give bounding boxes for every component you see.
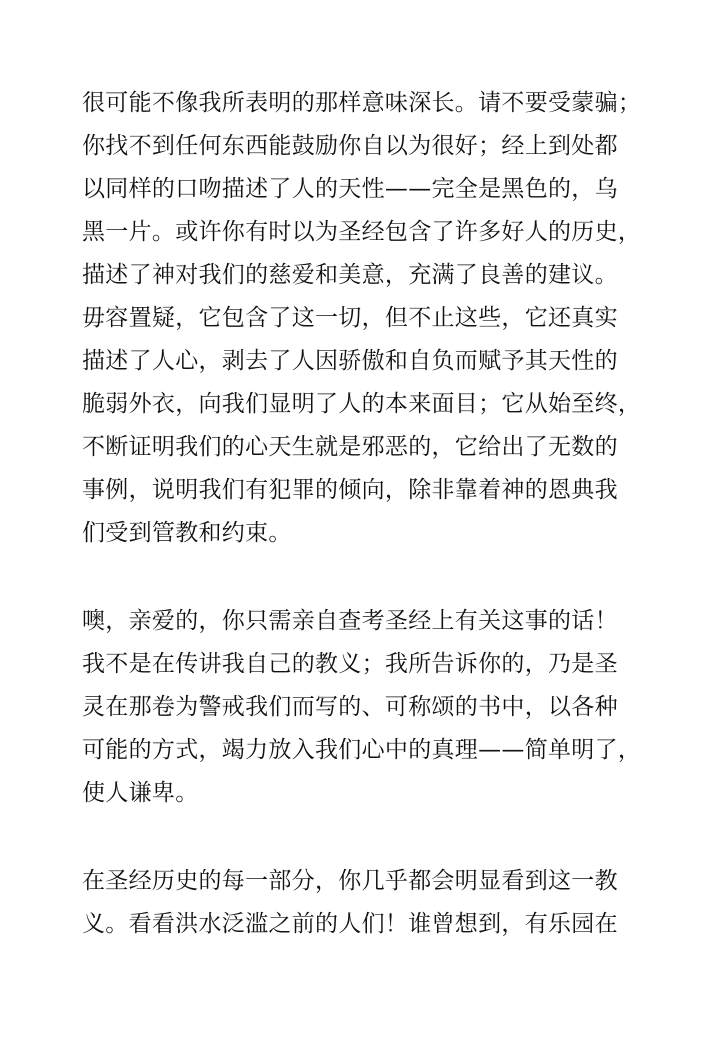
text-line: 在圣经历史的每一部分，你几乎都会明显看到这一教 (82, 868, 618, 894)
text-line: 脆弱外衣，向我们显明了人的本来面目；它从始至终， (82, 391, 642, 417)
text-line: 可能的方式，竭力放入我们心中的真理——简单明了， (82, 737, 642, 763)
text-line: 义。看看洪水泛滥之前的人们！谁曾想到，有乐园在 (82, 911, 618, 937)
text-line: 不断证明我们的心天生就是邪恶的，它给出了无数的 (82, 434, 618, 460)
text-line: 灵在那卷为警戒我们而写的、可称颂的书中，以各种 (82, 694, 618, 720)
text-line: 我不是在传讲我自己的教义；我所告诉你的，乃是圣 (82, 651, 618, 677)
text-line: 毋容置疑，它包含了这一切，但不止这些，它还真实 (82, 305, 618, 331)
text-line: 很可能不像我所表明的那样意味深长。请不要受蒙骗； (82, 90, 642, 116)
text-line: 使人谦卑。 (82, 780, 199, 806)
text-line: 描述了人心，剥去了人因骄傲和自负而赋予其天性的 (82, 348, 618, 374)
text-line: 以同样的口吻描述了人的天性——完全是黑色的，乌 (82, 176, 618, 202)
text-line: 事例，说明我们有犯罪的倾向，除非靠着神的恩典我 (82, 477, 618, 503)
text-line: 描述了神对我们的慈爱和美意，充满了良善的建议。 (82, 262, 618, 288)
text-line: 黑一片。或许你有时以为圣经包含了许多好人的历史， (82, 219, 642, 245)
text-line: 们受到管教和约束。 (82, 520, 292, 546)
text-line: 噢，亲爱的，你只需亲自查考圣经上有关这事的话！ (82, 608, 618, 634)
text-line: 你找不到任何东西能鼓励你自以为很好；经上到处都 (82, 133, 618, 159)
